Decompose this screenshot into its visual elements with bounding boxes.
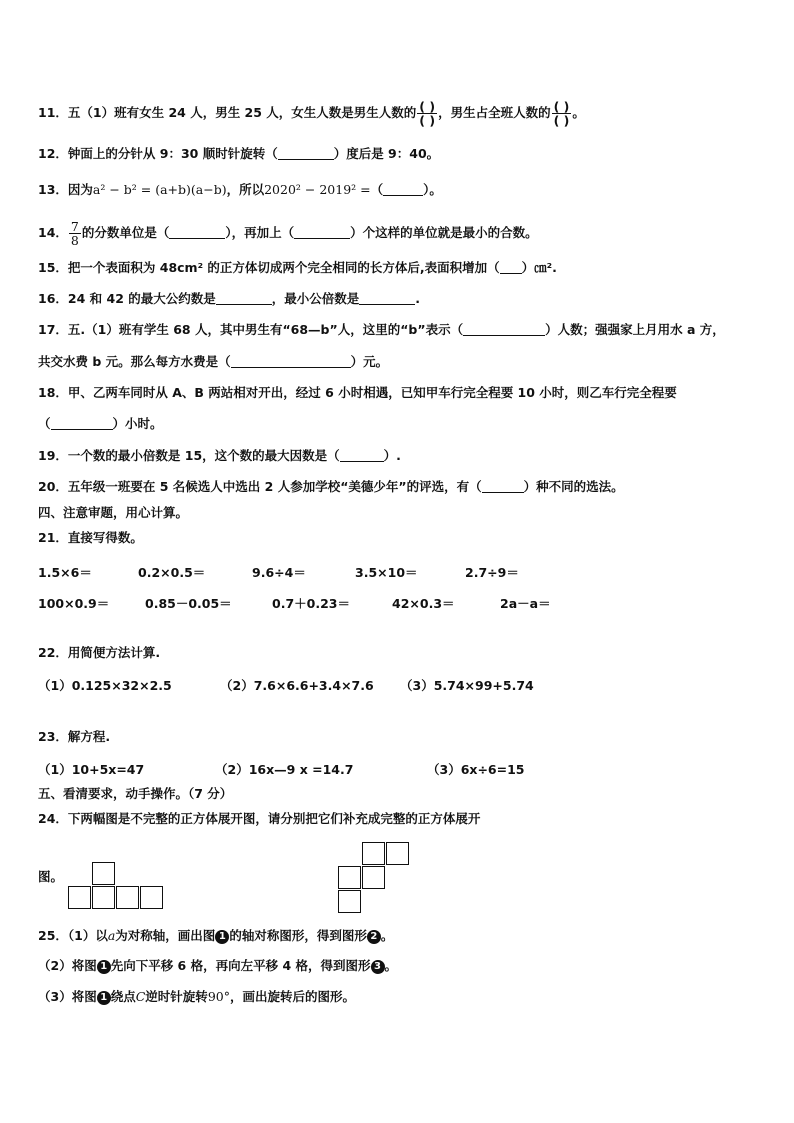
question-12: 12．钟面上的分针从 9：30 顺时针旋转（ ）度后是 9：40。 xyxy=(38,146,440,161)
net-square xyxy=(92,886,115,909)
calc-item: 3.5×10＝ xyxy=(355,565,418,580)
section-5-heading: 五、看清要求，动手操作。（7 分） xyxy=(38,786,233,801)
answer-blank[interactable] xyxy=(482,480,524,493)
question-15: 15．把一个表面积为 48cm² 的正方体切成两个完全相同的长方体后,表面积增加（ ）㎝². xyxy=(38,260,557,275)
net-square xyxy=(338,890,361,913)
question-11: 11．五（1）班有女生 24 人，男生 25 人，女生人数是男生人数的 $\frac{( )}{( )}$ ，男生占全班人数的 $\frac{( )}{( )}$ 。 xyxy=(38,99,585,128)
calc-item: 1.5×6＝ xyxy=(38,565,92,580)
answer-blank[interactable] xyxy=(231,355,351,368)
calc-item: 0.2×0.5＝ xyxy=(138,565,206,580)
question-25-part-3: （3）将图 1 绕点C逆时针旋转90°，画出旋转后的图形。 xyxy=(38,989,355,1004)
answer-blank[interactable] xyxy=(359,292,415,305)
calc-item: 2a－a＝ xyxy=(500,596,551,611)
section-4-heading: 四、注意审题，用心计算。 xyxy=(38,505,189,520)
answer-blank[interactable] xyxy=(340,449,384,462)
formula: a² − b² = (a+b)(a−b) xyxy=(92,182,227,197)
circled-number-3: 3 xyxy=(371,960,385,974)
calc-item: 42×0.3＝ xyxy=(392,596,455,611)
answer-blank[interactable] xyxy=(294,226,350,239)
net-square xyxy=(386,842,409,865)
calc-item: 0.85－0.05＝ xyxy=(145,596,232,611)
question-23-title: 23．解方程. xyxy=(38,729,111,744)
answer-blank[interactable] xyxy=(463,323,545,336)
expression: 2020² − 2019² = xyxy=(264,182,371,197)
answer-blank[interactable] xyxy=(383,183,423,196)
answer-blank[interactable] xyxy=(51,417,113,430)
question-20: 20．五年级一班要在 5 名候选人中选出 2 人参加学校“美德少年”的评选，有（ ）种不同的选法。 xyxy=(38,479,624,494)
question-18-line2: （ ）小时。 xyxy=(38,416,163,431)
calc-item: 2.7÷9＝ xyxy=(465,565,519,580)
equation-item: （1）10+5x=47 xyxy=(38,762,145,777)
net-square xyxy=(338,866,361,889)
calc-item: 100×0.9＝ xyxy=(38,596,110,611)
answer-blank[interactable] xyxy=(169,226,225,239)
fraction-blank-1[interactable]: $\frac{( )}{( )}$ xyxy=(419,99,436,128)
question-25-part-1: 25．（1）以a为对称轴，画出图 1 的轴对称图形，得到图形 2 。 xyxy=(38,928,394,943)
answer-blank[interactable] xyxy=(216,292,272,305)
net-square xyxy=(116,886,139,909)
question-25-part-2: （2）将图 1 先向下平移 6 格，再向左平移 4 格，得到图形 3 。 xyxy=(38,958,398,973)
net-square xyxy=(140,886,163,909)
question-24: 24．下两幅图是不完整的正方体展开图，请分别把它们补充成完整的正方体展开 xyxy=(38,811,481,826)
calc-item: 9.6÷4＝ xyxy=(252,565,306,580)
question-14: 14． $\frac{7}{8}$ 的分数单位是（ ），再加上（ ）个这样的单位就是最小的合数。 xyxy=(38,219,538,248)
circled-number-2: 2 xyxy=(367,930,381,944)
fraction-7-8: $\frac{7}{8}$ xyxy=(70,219,79,248)
equation-item: （3）6x÷6=15 xyxy=(427,762,525,777)
answer-blank[interactable] xyxy=(278,147,334,160)
simplify-item: （1）0.125×32×2.5 xyxy=(38,678,172,693)
simplify-item: （3）5.74×99+5.74 xyxy=(400,678,534,693)
question-22-title: 22．用简便方法计算. xyxy=(38,645,161,660)
question-21-title: 21．直接写得数。 xyxy=(38,530,143,545)
fraction-blank-2[interactable]: $\frac{( )}{( )}$ xyxy=(553,99,570,128)
net-square xyxy=(92,862,115,885)
circled-number-1: 1 xyxy=(97,991,111,1005)
simplify-item: （2）7.6×6.6+3.4×7.6 xyxy=(220,678,374,693)
question-16: 16．24 和 42 的最大公约数是 ，最小公倍数是 . xyxy=(38,291,421,306)
circled-number-1: 1 xyxy=(97,960,111,974)
question-18: 18．甲、乙两车同时从 A、B 两站相对开出，经过 6 小时相遇，已知甲车行完全程要 10 小时，则乙车行完全程要 xyxy=(38,385,677,400)
question-17-line2: 共交水费 b 元。那么每方水费是（ ）元。 xyxy=(38,354,389,369)
question-19: 19．一个数的最小倍数是 15，这个数的最大因数是（ ）. xyxy=(38,448,401,463)
question-17: 17．五.（1）班有学生 68 人，其中男生有“68—b”人，这里的“b”表示（ ）人数；强强家上月用水 a 方， xyxy=(38,322,725,337)
calc-item: 0.7＋0.23＝ xyxy=(272,596,350,611)
question-24-line2: 图。 xyxy=(38,869,64,884)
circled-number-1: 1 xyxy=(215,930,229,944)
net-square xyxy=(68,886,91,909)
answer-blank[interactable] xyxy=(500,261,522,274)
question-13: 13．因为a² − b² = (a+b)(a−b)，所以2020² − 2019² =（ ）。 xyxy=(38,182,442,197)
net-square xyxy=(362,866,385,889)
equation-item: （2）16x—9 x =14.7 xyxy=(215,762,354,777)
net-square xyxy=(362,842,385,865)
